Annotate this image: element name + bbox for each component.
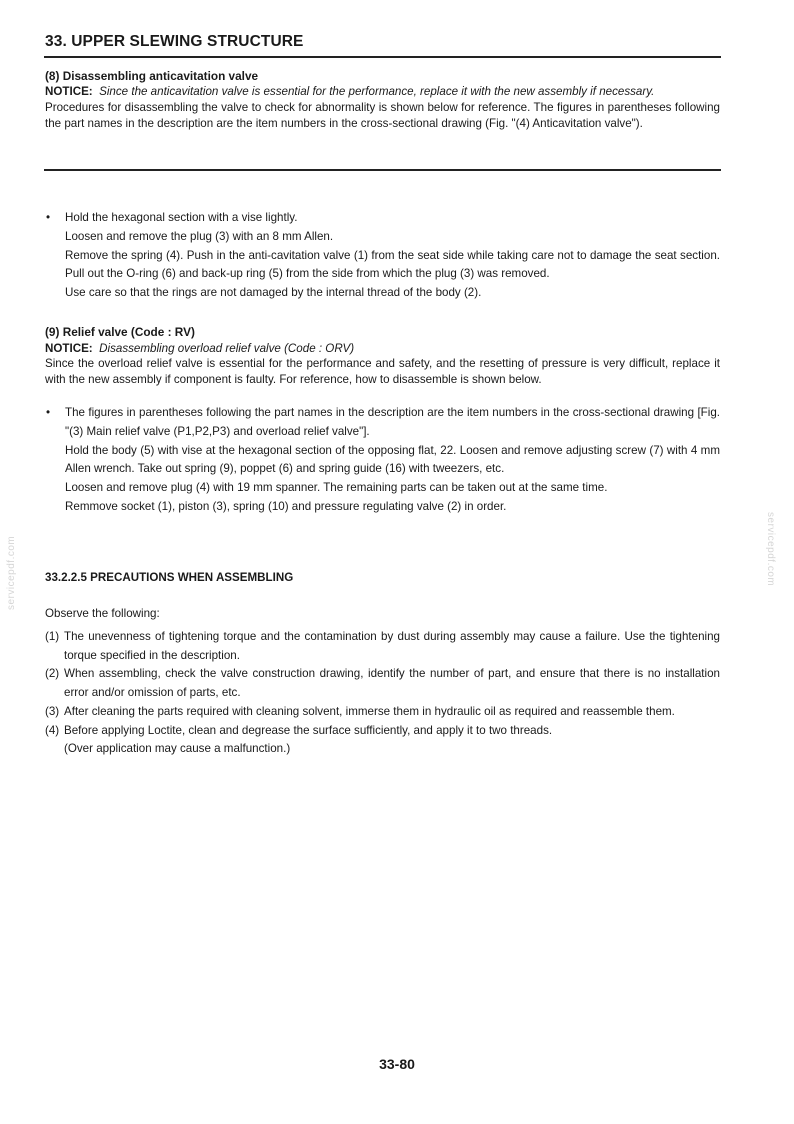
section-8-notice-line — [45, 84, 720, 100]
page-number: 33-80 — [379, 1056, 415, 1072]
list-item — [45, 722, 720, 759]
step-note: (Over application may cause a malfunction.) — [64, 742, 291, 756]
section-8-intro: Procedures for disassembling the valve to check for abnormality is shown below for reference. The figures in parentheses following the part names in the description are the item numbers in the cross-sectional drawing (Fig. "(4) Anticavitation valve"). — [45, 101, 720, 130]
step-text: The unevenness of tightening torque and the contamination by dust during assembly may cause a failure. Use the tightening torque specified in the description. — [64, 630, 720, 662]
section-8-bullet — [45, 209, 720, 303]
list-item — [45, 703, 720, 722]
bullet-marker: • — [46, 406, 51, 419]
step-number: (4) — [45, 723, 60, 737]
step-number: (3) — [45, 704, 60, 718]
notice-label: NOTICE: — [45, 341, 93, 355]
section-8-notice — [45, 68, 720, 132]
notice-rule — [44, 169, 721, 171]
bullet-line: Hold the hexagonal section with a vise lightly. — [65, 211, 298, 224]
section-9-intro: Since the overload relief valve is essential for the performance and safety, and the resetting of pressure is very difficult, replace it with the new assembly if component is faulty. For reference, how to disassemble is shown below. — [45, 357, 720, 386]
bullet-line: Hold the body (5) with vise at the hexagonal section of the opposing flat, 22. Loosen and remove adjusting screw (7) with 4 mm Allen wrench. Take out spring (9), poppet (6) and spring guide (16) with tweezers, etc. — [65, 443, 720, 476]
precautions-heading: 33.2.2.5 PRECAUTIONS WHEN ASSEMBLING — [45, 571, 294, 584]
bullet-line: Loosen and remove plug (4) with 19 mm spanner. The remaining parts can be taken out at the same time. — [65, 481, 608, 495]
notice-label: NOTICE: — [45, 85, 93, 98]
list-item — [45, 628, 720, 665]
bullet-line: The figures in parentheses following the part names in the description are the item numbers in the cross-sectional drawing [Fig. "(3) Main relief valve (P1,P2,P3) and overload relief valve"]. — [65, 406, 720, 438]
step-text: After cleaning the parts required with cleaning solvent, immerse them in hydraulic oil as required and reassemble them. — [64, 704, 675, 718]
section-9-heading: (9) Relief valve (Code : RV) — [45, 325, 195, 339]
section-9-notice-line — [45, 341, 720, 357]
step-number: (1) — [45, 630, 60, 643]
watermark-right: servicepdf.com — [765, 512, 776, 587]
section-9-bullet — [45, 404, 720, 517]
precautions-list — [45, 628, 720, 759]
notice-text: Since the anticavitation valve is essential for the performance, replace it with the new assembly if necessary. — [99, 85, 655, 98]
step-text: When assembling, check the valve construction drawing, identify the number of part, and ensure that there is no installation error and/or omission of parts, etc. — [64, 667, 720, 700]
section-9-notice — [45, 325, 720, 387]
section-8-heading: (8) Disassembling anticavitation valve — [45, 69, 259, 83]
header-rule — [44, 56, 721, 58]
bullet-line: Remove the spring (4). Push in the anti-cavitation valve (1) from the seat side while taking care not to damage the seat section. Pull out the O-ring (6) and back-up ring (5) from the side from which the plug (3) was removed. — [65, 248, 720, 281]
observe-intro: Observe the following: — [45, 607, 160, 620]
step-text: Before applying Loctite, clean and degrease the surface sufficiently, and apply it to two threads. — [64, 723, 553, 737]
bullet-line: Loosen and remove the plug (3) with an 8 mm Allen. — [65, 229, 334, 243]
bullet-marker: • — [46, 211, 51, 224]
step-number: (2) — [45, 667, 60, 681]
step-body — [64, 722, 720, 759]
page-title: 33. UPPER SLEWING STRUCTURE — [45, 33, 304, 50]
bullet-line: Use care so that the rings are not damaged by the internal thread of the body (2). — [65, 286, 482, 300]
watermark-left: servicepdf.com — [6, 535, 17, 610]
notice-text: Disassembling overload relief valve (Code : ORV) — [99, 341, 355, 355]
list-item — [45, 665, 720, 702]
bullet-line: Remmove socket (1), piston (3), spring (10) and pressure regulating valve (2) in order. — [65, 499, 507, 513]
